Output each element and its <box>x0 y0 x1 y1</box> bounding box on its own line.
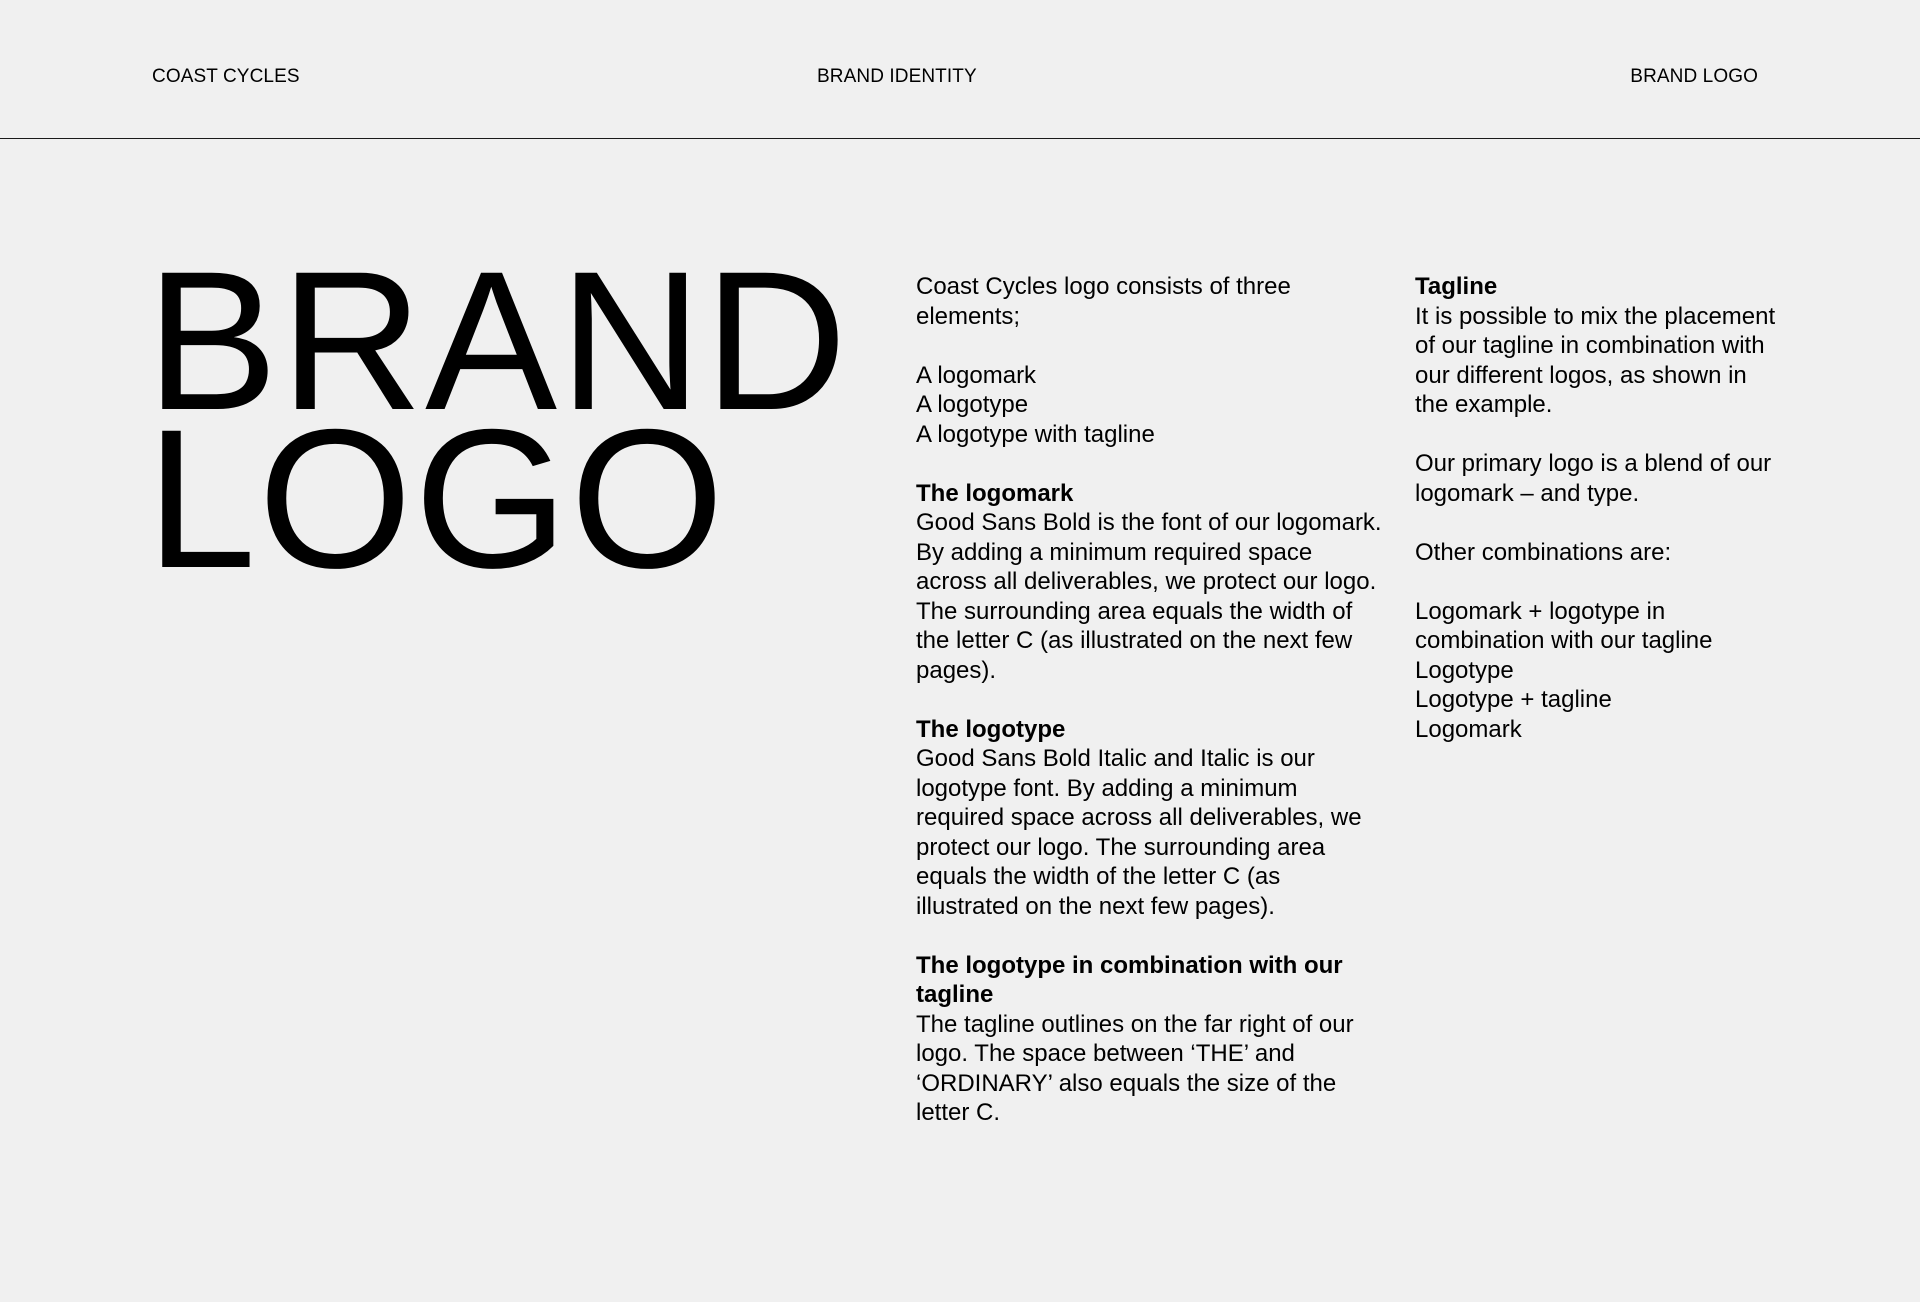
list-item: Logotype + tagline <box>1415 686 1612 713</box>
tagline-section <box>1415 272 1785 420</box>
page-title-line-2: LOGO <box>146 388 727 609</box>
combo-section <box>916 951 1386 1128</box>
intro-paragraph: Coast Cycles logo consists of three elements; <box>916 273 1291 330</box>
brand-name: COAST CYCLES <box>152 66 300 87</box>
page-name: BRAND LOGO <box>1630 66 1758 87</box>
combo-heading: The logotype in combination with our tagline <box>916 951 1343 1008</box>
page-title-line-1: BRAND <box>146 230 850 451</box>
list-item: A logotype with tagline <box>916 420 1155 448</box>
list-item: Logotype <box>1415 656 1514 684</box>
logotype-heading: The logotype <box>916 715 1066 743</box>
primary-logo-paragraph: Our primary logo is a blend of our logomark – and type. <box>1415 450 1772 507</box>
section-name: BRAND IDENTITY <box>817 66 977 87</box>
page-header <box>0 0 1920 139</box>
description-column-1 <box>916 272 1386 1157</box>
elements-list <box>916 361 1386 450</box>
tagline-text: It is possible to mix the placement of our tagline in combination with our different logos, as shown in the example. <box>1415 302 1776 418</box>
list-item: Logomark + logotype in combination with our tagline <box>1415 597 1713 654</box>
tagline-heading: Tagline <box>1415 273 1498 300</box>
list-item: A logotype <box>916 391 1029 418</box>
list-item: A logomark <box>916 361 1037 389</box>
page-title <box>146 230 850 609</box>
logomark-section <box>916 479 1386 686</box>
logomark-text: Good Sans Bold is the font of our logomark. By adding a minimum required space across all deliverables, we protect our logo. The surrounding area equals the width of the letter C (as illustrated on the next few pages). <box>916 509 1382 684</box>
logotype-text: Good Sans Bold Italic and Italic is our logotype font. By adding a minimum required space across all deliverables, we protect our logo. The surrounding area equals the width of the letter C (as illustrated on the next few pages). <box>916 745 1362 920</box>
logotype-section <box>916 715 1386 922</box>
other-combinations-heading: Other combinations are: <box>1415 538 1672 566</box>
combo-text: The tagline outlines on the far right of our logo. The space between ‘THE’ and ‘ORDINARY’ also equals the size of the letter C. <box>916 1010 1354 1126</box>
list-item: Logomark <box>1415 715 1522 743</box>
logomark-heading: The logomark <box>916 479 1074 507</box>
combinations-list <box>1415 597 1785 745</box>
description-column-2 <box>1415 272 1785 774</box>
